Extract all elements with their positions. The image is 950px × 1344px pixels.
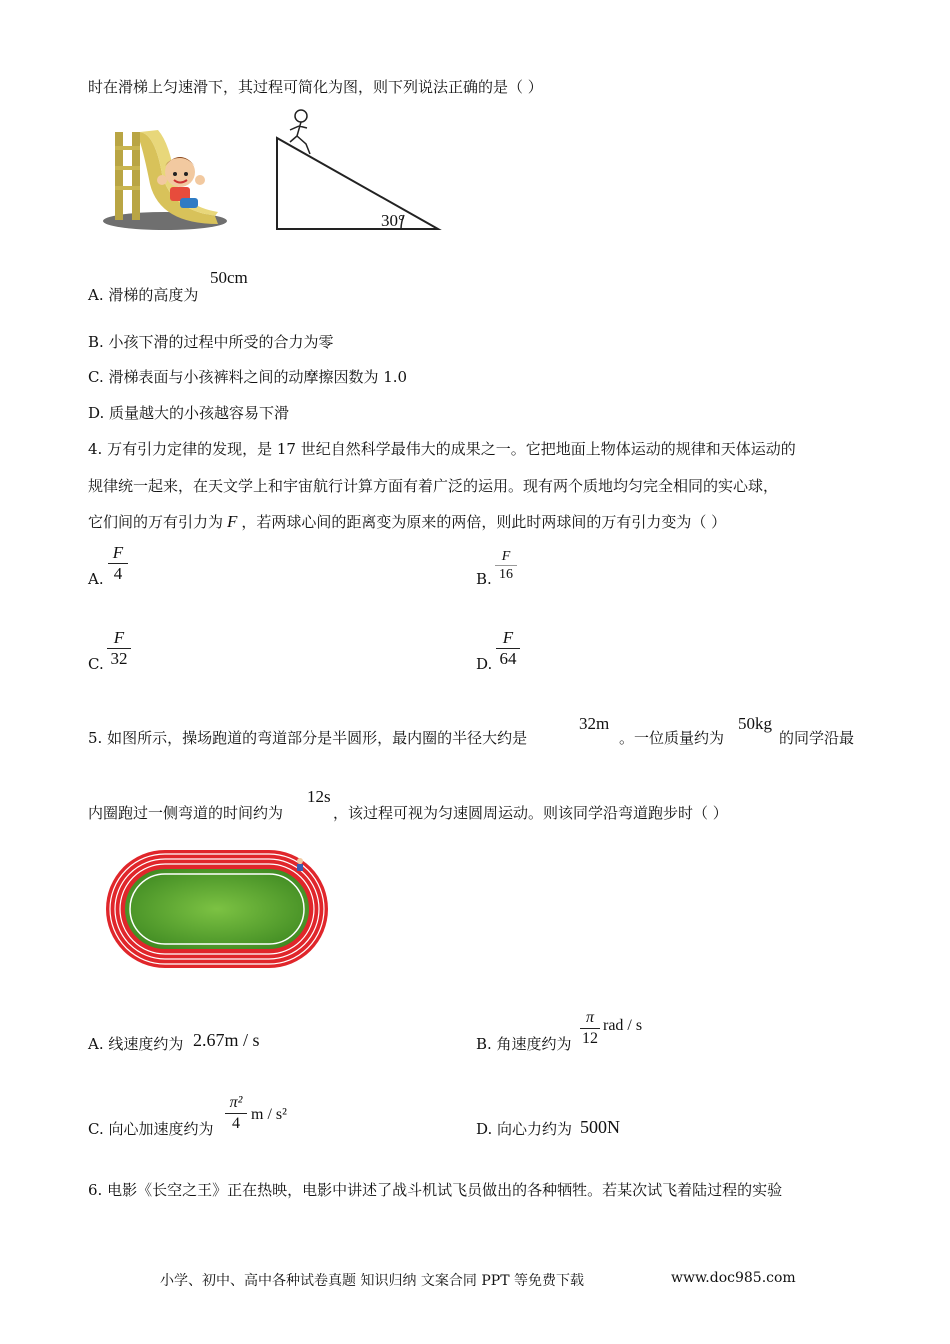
q4-option-a-label: A.	[88, 570, 104, 588]
q4-option-b-fraction: F 16	[495, 550, 517, 582]
slide-illustration	[100, 124, 230, 234]
q4-line3-a: 它们间的万有引力为	[88, 513, 224, 531]
q4-option-d-label: D.	[476, 655, 493, 673]
angle-label: 30°	[381, 211, 405, 230]
q5-line1-b: 。一位质量约为	[619, 729, 725, 747]
q5-line1-c: 的同学沿最	[779, 729, 855, 747]
q3-option-b: B. 小孩下滑的过程中所受的合力为零	[88, 333, 334, 351]
q5-line1-a: 5. 如图所示，操场跑道的弯道部分是半圆形，最内圈的半径大约是	[88, 729, 528, 747]
q5-radius: 32m	[579, 714, 610, 733]
q5-option-a-value: 2.67m / s	[193, 1030, 260, 1050]
q5-option-b-text: B. 角速度约为	[476, 1035, 572, 1053]
q6-line1: 6. 电影《长空之王》正在热映，电影中讲述了战斗机试飞员做出的各种牺牲。若某次试飞着陆过程的实验	[88, 1181, 783, 1199]
q3-option-a-text: A. 滑梯的高度为	[88, 286, 199, 304]
q3-option-c: C. 滑梯表面与小孩裤料之间的动摩擦因数为 1.0	[88, 368, 408, 386]
q4-option-b-label: B.	[476, 570, 492, 588]
q4-line3	[88, 511, 726, 532]
footer-url[interactable]: www.doc985.com	[671, 1270, 796, 1286]
q5-option-a-text: A. 线速度约为	[88, 1035, 184, 1053]
q5-option-c-unit: m / s²	[251, 1106, 287, 1123]
q5-option-d-value: 500N	[580, 1117, 620, 1137]
q5-line2-b: ，该过程可视为匀速圆周运动。则该同学沿弯道跑步时（ ）	[333, 804, 728, 822]
q3-option-a-value: 50cm	[210, 268, 248, 287]
q5-line2-a: 内圈跑过一侧弯道的时间约为	[88, 804, 284, 822]
q4-line1: 4. 万有引力定律的发现，是 17 世纪自然科学最伟大的成果之一。它把地面上物体运动的规律和天体运动的	[88, 440, 796, 458]
q4-line3-b: ，若两球心间的距离变为原来的两倍，则此时两球间的万有引力变为（ ）	[241, 513, 727, 531]
q4-option-c-label: C.	[88, 655, 104, 673]
q4-option-a-fraction: F 4	[108, 544, 128, 583]
incline-diagram	[270, 106, 450, 236]
q5-time: 12s	[307, 787, 331, 806]
q3-option-d: D. 质量越大的小孩越容易下滑	[88, 404, 290, 422]
q5-option-c-text: C. 向心加速度约为	[88, 1120, 214, 1138]
q4-line2: 规律统一起来，在天文学上和宇宙航行计算方面有着广泛的运用。现有两个质地均匀完全相同的实心球，	[88, 477, 779, 495]
q4-var-f: F	[227, 512, 238, 531]
q4-option-c-fraction: F 32	[107, 629, 131, 668]
q5-option-d-text: D. 向心力约为	[476, 1120, 573, 1138]
q4-option-d-fraction: F 64	[496, 629, 520, 668]
running-track-illustration	[104, 848, 330, 970]
q5-option-b-fraction: π 12	[582, 1009, 598, 1047]
q5-mass: 50kg	[738, 714, 772, 733]
footer-text: 小学、初中、高中各种试卷真题 知识归纳 文案合同 PPT 等免费下载	[160, 1273, 584, 1289]
q3-stem: 时在滑梯上匀速滑下，其过程可简化为图，则下列说法正确的是（ ）	[88, 78, 543, 96]
q5-option-c-fraction: π² 4	[225, 1094, 247, 1133]
q5-option-b-unit: rad / s	[603, 1017, 643, 1034]
